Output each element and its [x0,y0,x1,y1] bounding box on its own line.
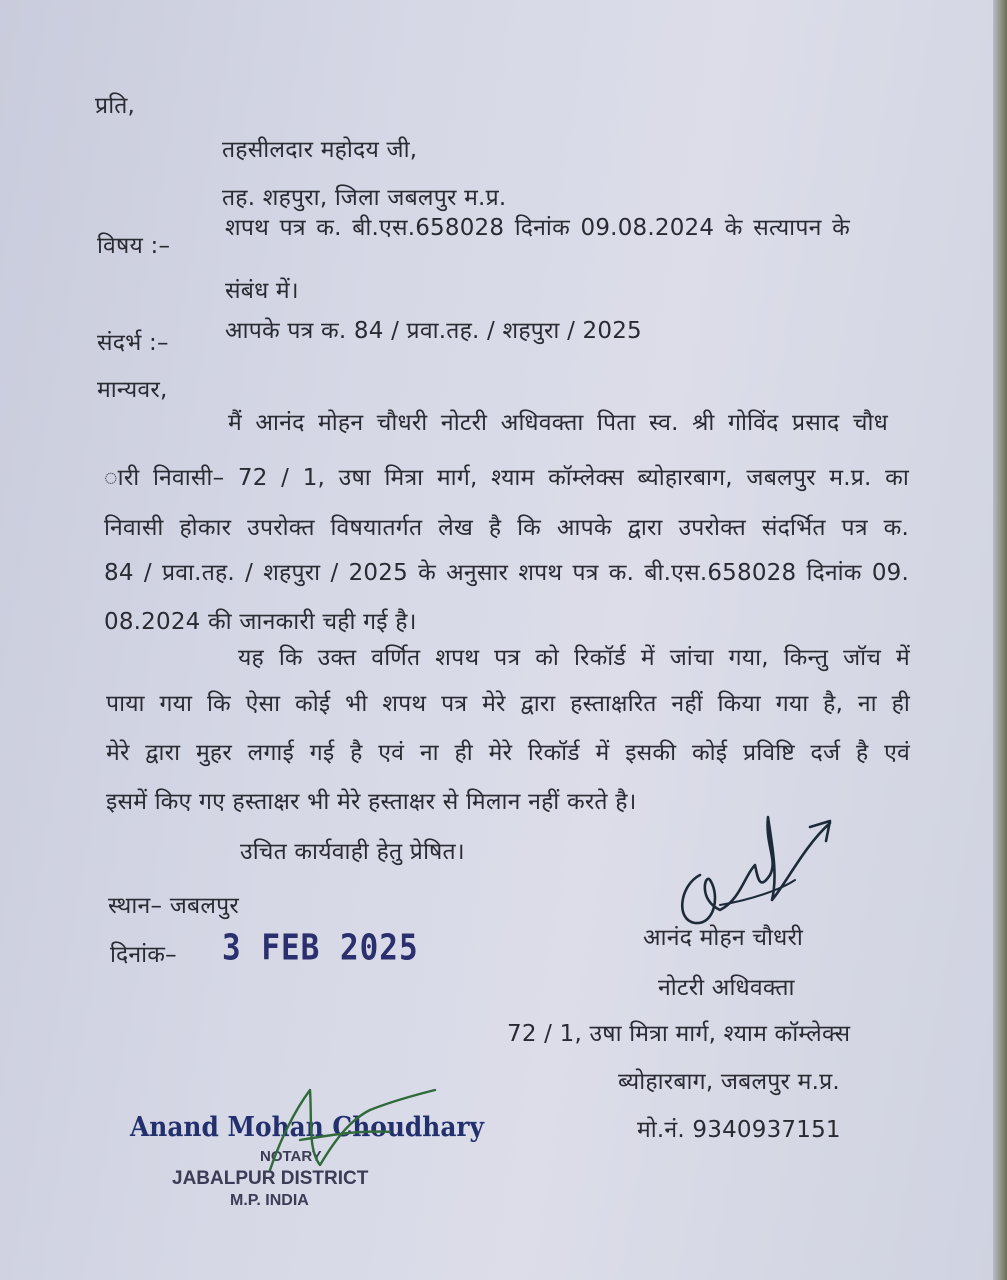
seal-country: M.P. INDIA [230,1192,309,1209]
para1-line-3: निवासी होकार उपरोक्त विषयातर्गत लेख है कि आपके द्वारा उपरोक्त संदर्भित पत्र क. [104,515,909,541]
para1-line-1: मैं आनंद मोहन चौधरी नोटरी अधिवक्ता पिता स्व. श्री गोविंद प्रसाद चौध [228,410,888,436]
para2-line-1: यह कि उक्त वर्णित शपथ पत्र को रिकॉर्ड में जांचा गया, किन्तु जॉच में [238,645,910,671]
para2-line-2: पाया गया कि ऐसा कोई भी शपथ पत्र मेरे द्वारा हस्ताक्षरित नहीं किया गया है, ना ही [106,691,910,717]
para2-line-4: इसमें किए गए हस्ताक्षर भी मेरे हस्ताक्षर से मिलान नहीं करते है। [106,789,637,815]
subject-line-1: शपथ पत्र क. बी.एस.658028 दिनांक 09.08.2024 के सत्यापन के [225,215,850,241]
page-edge-shadow [993,0,1007,1280]
salutation: मान्यवर, [97,377,168,403]
para1-line-5: 08.2024 की जानकारी चही गई है। [104,609,417,635]
para2-line-3: मेरे द्वारा मुहर लगाई गई है एवं ना ही मेरे रिकॉर्ड में इसकी कोई प्रविष्टि दर्ज है एवं [106,740,910,766]
recipient-prefix: प्रति, [95,93,136,119]
para1-line-4: 84 / प्रवा.तह. / शहपुरा / 2025 के अनुसार शपथ पत्र क. बी.एस.658028 दिनांक 09. [104,560,909,586]
seal-signature-image [240,1080,440,1190]
para1-line-2: ारी निवासी– 72 / 1, उषा मित्रा मार्ग, श्याम कॉम्लेक्स ब्योहारबाग, जबलपुर म.प्र. का [104,465,909,491]
signature-image [660,805,850,955]
date-stamp: 3 FEB 2025 [222,927,419,969]
seal-district: JABALPUR DISTRICT [172,1168,369,1189]
recipient-line-1: तहसीलदार महोदय जी, [222,137,418,163]
recipient-line-2: तह. शहपुरा, जिला जबलपुर म.प्र. [222,185,507,211]
seal-role: NOTARY [260,1148,322,1165]
sender-address-2: ब्योहारबाग, जबलपुर म.प्र. [618,1069,840,1095]
subject-label: विषय :– [97,233,171,259]
place-line: स्थान– जबलपुर [108,893,239,919]
reference-label: संदर्भ :– [97,330,169,356]
reference-text: आपके पत्र क. 84 / प्रवा.तह. / शहपुरा / 2025 [225,318,642,344]
closing-line: उचित कार्यवाही हेतु प्रेषित। [240,839,465,865]
sender-name: आनंद मोहन चौधरी [643,925,804,951]
subject-line-2: संबंध में। [225,278,299,304]
sender-title: नोटरी अधिवक्ता [658,975,795,1001]
date-label: दिनांक– [110,942,177,968]
sender-address-1: 72 / 1, उषा मित्रा मार्ग, श्याम कॉम्लेक्स [507,1021,851,1047]
sender-phone: मो.नं. 9340937151 [637,1117,841,1143]
seal-name: Anand Mohan Choudhary [130,1112,484,1143]
